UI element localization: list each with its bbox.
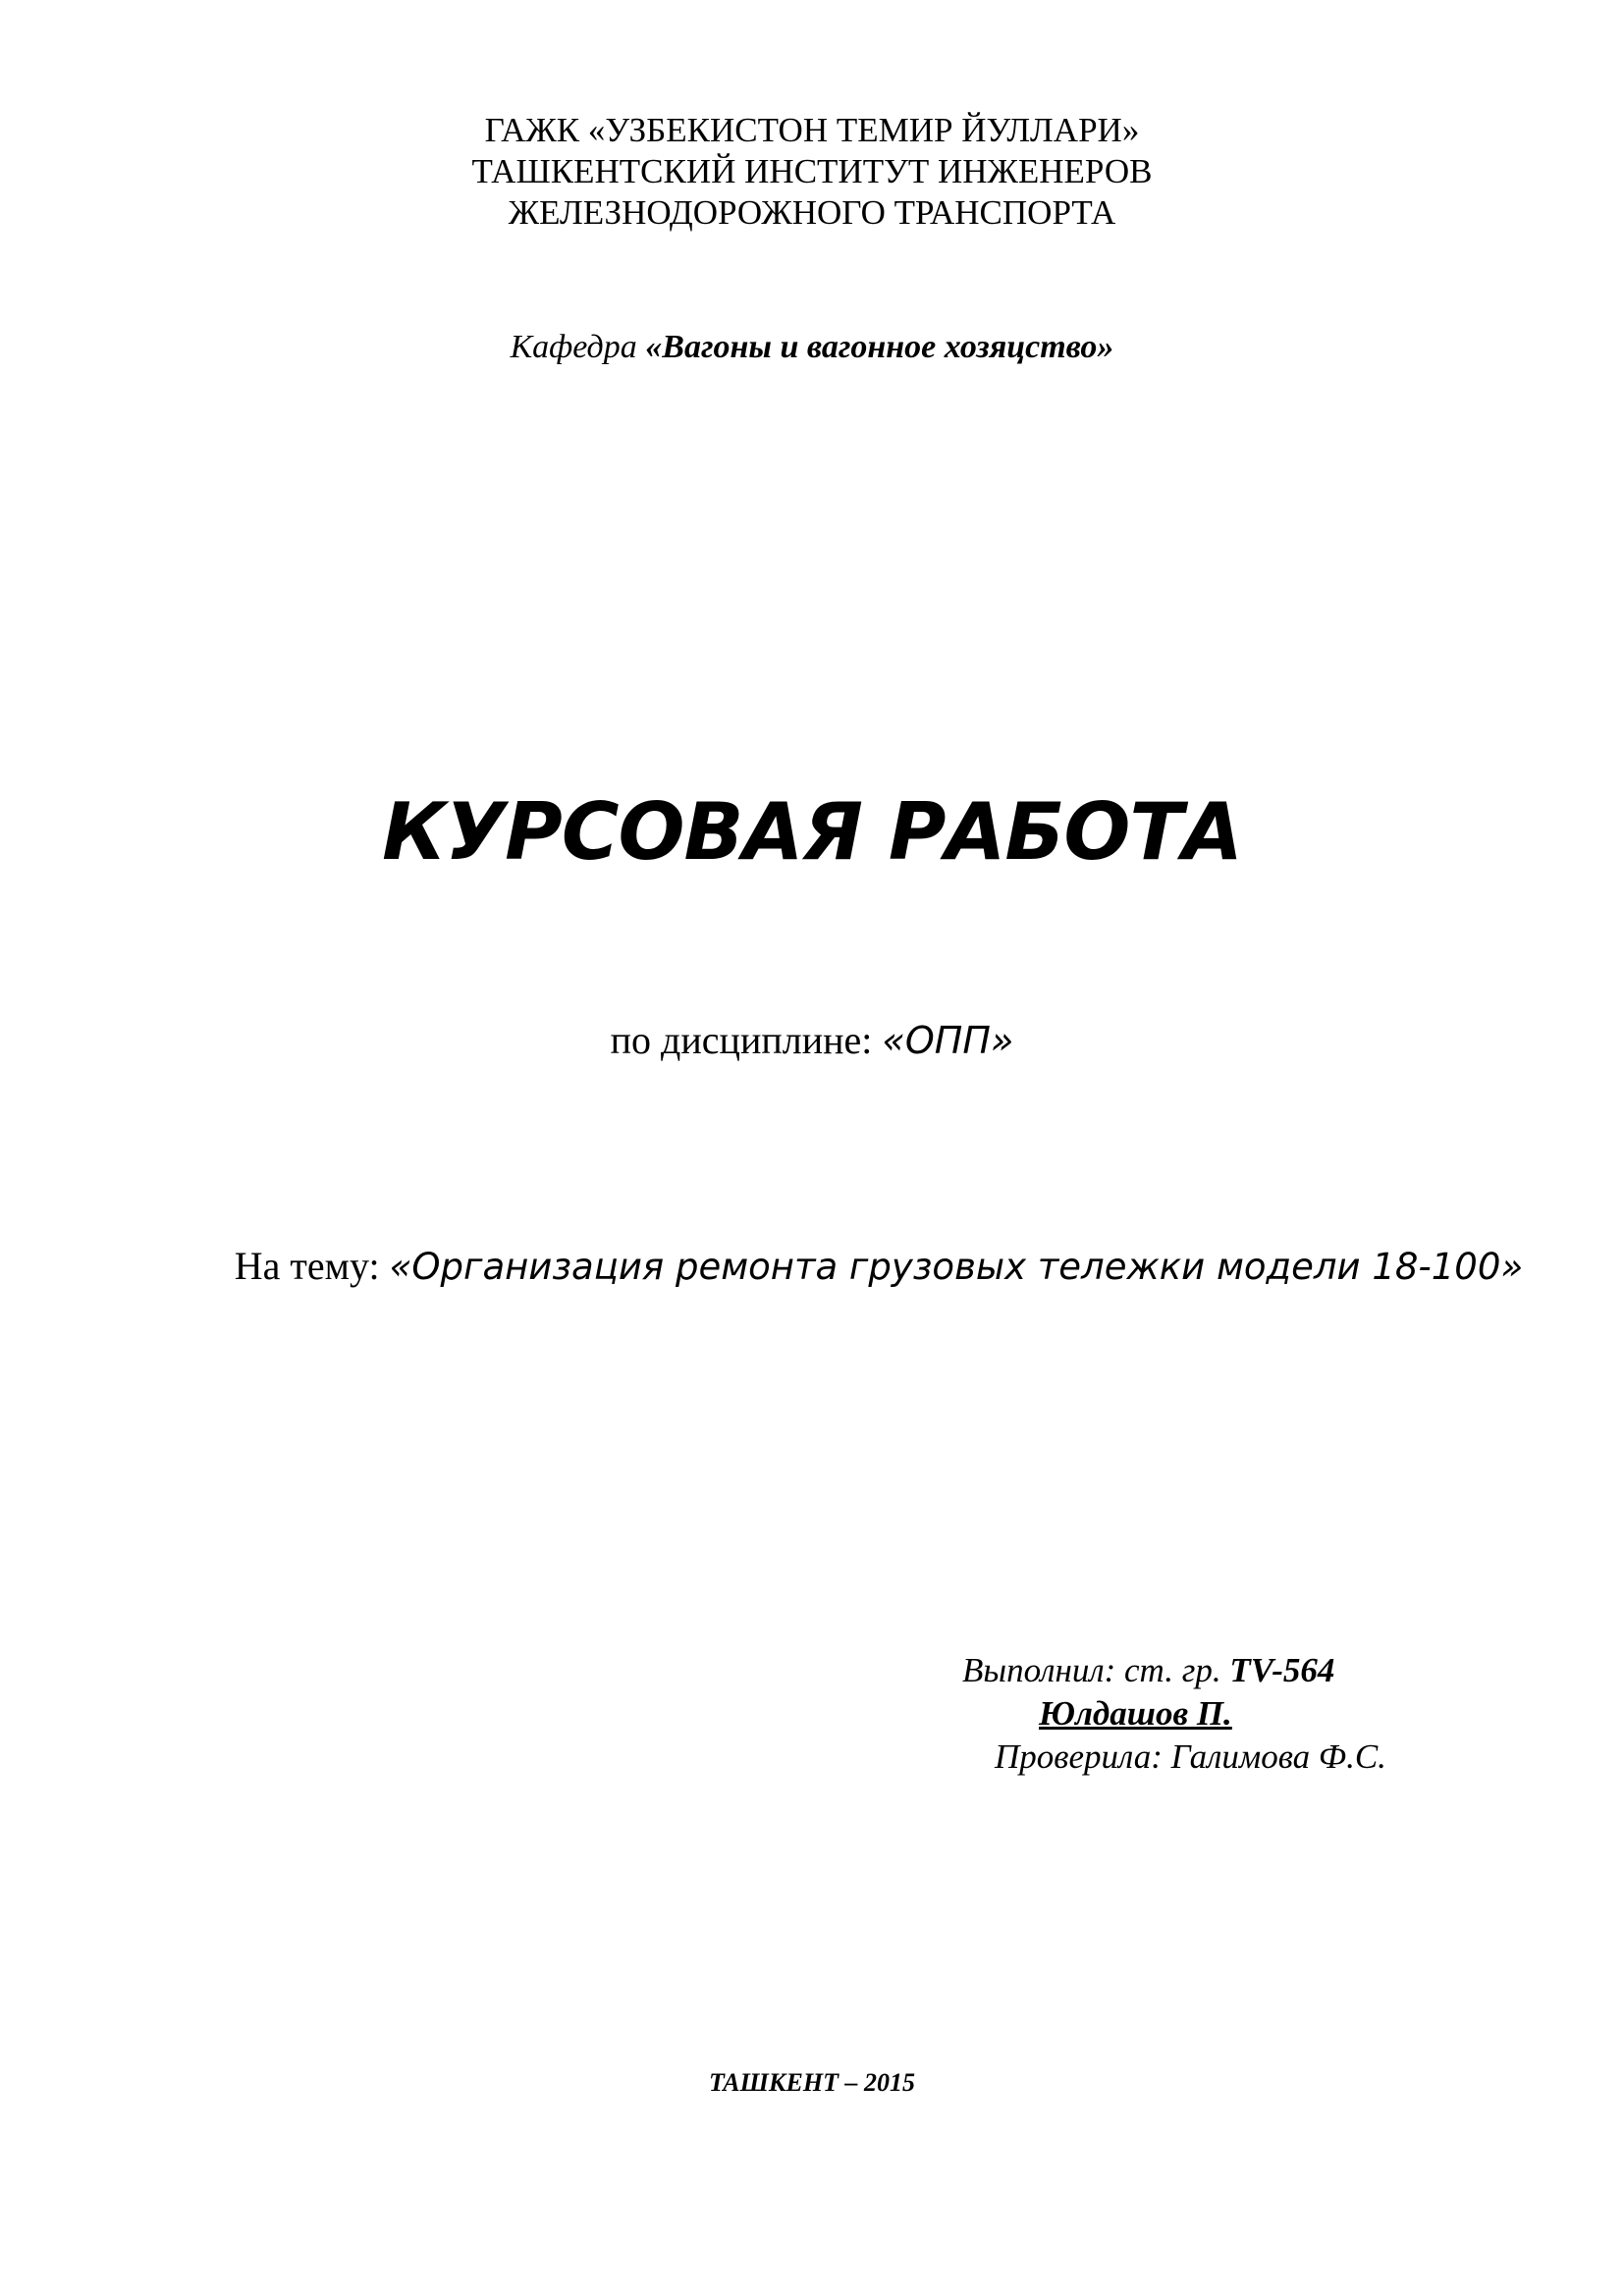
document-title: КУРСОВАЯ РАБОТА <box>382 786 1242 878</box>
header-line-2: ТАШКЕНТСКИЙ ИНСТИТУТ ИНЖЕНЕРОВ <box>471 152 1153 190</box>
student-group: TV-564 <box>1229 1651 1335 1689</box>
signoff-block <box>0 1649 1624 1806</box>
topic-label: На тему: <box>234 1244 380 1288</box>
header-line-3: ЖЕЛЕЗНОДОРОЖНОГО ТРАНСПОРТА <box>508 193 1116 232</box>
checked-by-line: Проверила: Галимова Ф.С. <box>995 1737 1386 1776</box>
topic-line <box>226 1237 1532 1297</box>
discipline-line <box>0 1016 1624 1065</box>
institution-header <box>0 110 1624 234</box>
header-line-1: ГАЖК «УЗБЕКИСТОН ТЕМИР ЙУЛЛАРИ» <box>484 111 1140 149</box>
discipline-value: «ОПП» <box>882 1019 1014 1062</box>
department-line <box>0 328 1624 367</box>
performed-label: Выполнил: ст. гр. <box>962 1651 1221 1689</box>
performed-by-line <box>962 1649 1334 1692</box>
student-name: Юлдашов П. <box>1039 1694 1232 1733</box>
topic-value: «Организация ремонта грузовых тележки модели 18-100» <box>389 1246 1524 1288</box>
discipline-label: по дисциплине: <box>610 1018 873 1062</box>
department-name: «Вагоны и вагонное хозяцство» <box>645 329 1114 365</box>
city-year-footer: ТАШКЕНТ – 2015 <box>709 2068 915 2097</box>
department-label: Кафедра <box>510 329 637 365</box>
